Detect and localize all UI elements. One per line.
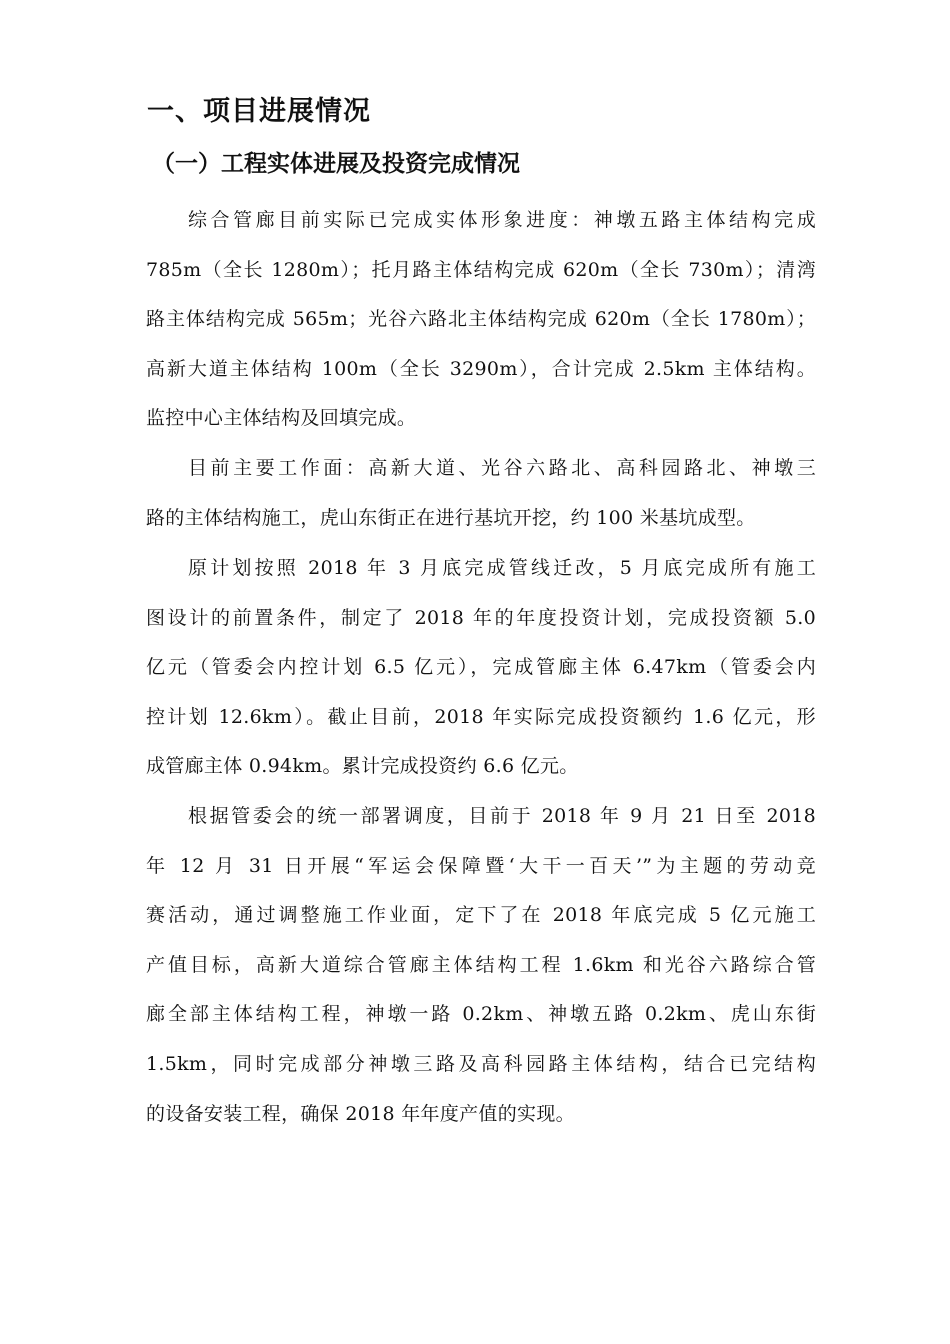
paragraph-line: 亿元（管委会内控计划 6.5 亿元），完成管廊主体 6.47km（管委会内: [146, 656, 816, 679]
paragraph-line: 路的主体结构施工，虎山东街正在进行基坑开挖，约 100 米基坑成型。: [146, 506, 756, 529]
paragraph-line: 廊全部主体结构工程，神墩一路 0.2km、神墩五路 0.2km、虎山东街: [146, 1003, 816, 1026]
paragraph-line: 综合管廊目前实际已完成实体形象进度：神墩五路主体结构完成: [188, 209, 816, 231]
paragraph-progress: [146, 196, 816, 444]
paragraph-line: 原计划按照 2018 年 3 月底完成管线迁改，5 月底完成所有施工: [188, 557, 816, 579]
paragraph-line: 产值目标，高新大道综合管廊主体结构工程 1.6km 和光谷六路综合管: [146, 953, 816, 976]
paragraph-line: 图设计的前置条件，制定了 2018 年的年度投资计划，完成投资额 5.0: [146, 606, 816, 629]
subsection-heading: （一）工程实体进展及投资完成情况: [152, 151, 520, 177]
paragraph-work-faces: [146, 444, 816, 543]
paragraph-line: 1.5km，同时完成部分神墩三路及高科园路主体结构，结合已完结构: [146, 1052, 816, 1075]
paragraph-line: 的设备安装工程，确保 2018 年年度产值的实现。: [146, 1102, 575, 1125]
paragraph-line: 路主体结构完成 565m；光谷六路北主体结构完成 620m（全长 1780m）；: [146, 308, 816, 331]
paragraph-line: 目前主要工作面：高新大道、光谷六路北、高科园路北、神墩三: [188, 457, 816, 479]
paragraph-line: 根据管委会的统一部署调度，目前于 2018 年 9 月 21 日至 2018: [188, 805, 816, 827]
paragraph-investment-plan: [146, 544, 816, 792]
paragraph-line: 年 12 月 31 日开展“军运会保障暨‘大干一百天’”为主题的劳动竞: [146, 854, 816, 877]
paragraph-line: 高新大道主体结构 100m（全长 3290m），合计完成 2.5km 主体结构。: [146, 357, 816, 380]
section-heading: 一、项目进展情况: [147, 96, 371, 127]
paragraph-line: 成管廊主体 0.94km。累计完成投资约 6.6 亿元。: [146, 755, 579, 778]
paragraph-line: 785m（全长 1280m）；托月路主体结构完成 620m（全长 730m）；清湾: [146, 258, 816, 281]
paragraph-line: 控计划 12.6km）。截止目前，2018 年实际完成投资额约 1.6 亿元，形: [146, 705, 816, 728]
paragraph-line: 赛活动，通过调整施工作业面，定下了在 2018 年底完成 5 亿元施工: [146, 904, 816, 927]
paragraph-campaign: [146, 792, 816, 1139]
paragraph-line: 监控中心主体结构及回填完成。: [146, 407, 417, 430]
